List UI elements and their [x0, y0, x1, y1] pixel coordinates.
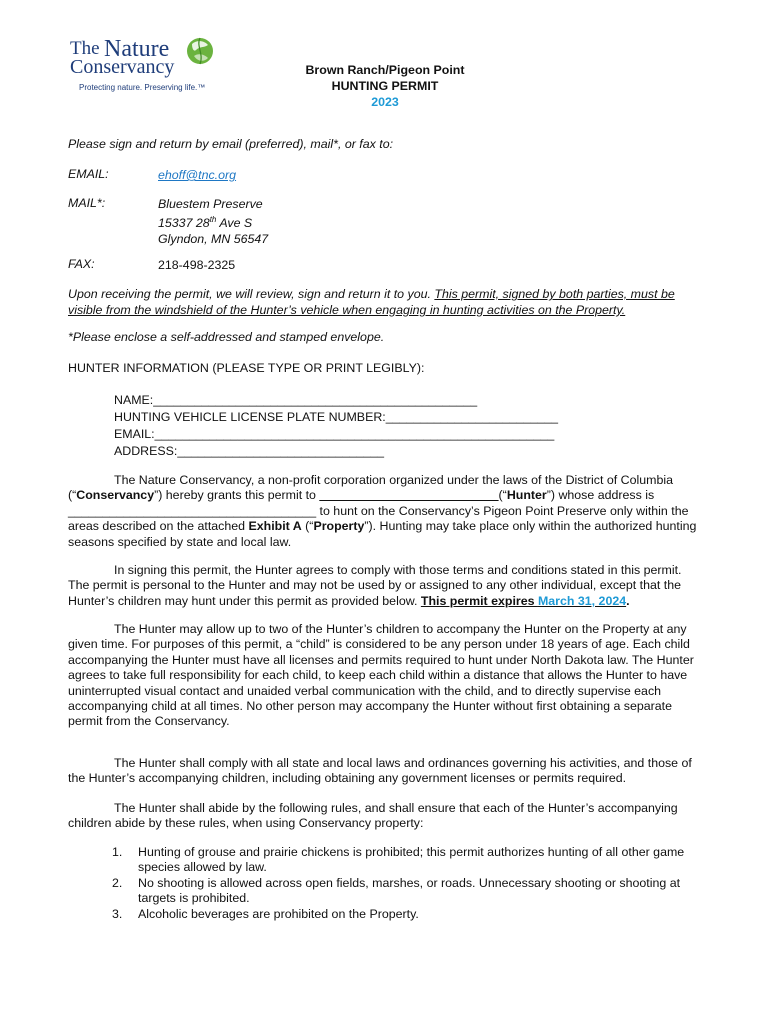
grant-text-j: ”). Hunting may take place only within the authorized hunting seasons specified by state and local law. [68, 519, 697, 549]
mail-street-number: 15337 28 [158, 216, 210, 231]
grant-text-d: (“ [498, 488, 507, 503]
grant-text-c: ”) hereby grants this permit to [154, 488, 320, 503]
permit-title [0, 62, 770, 110]
rule-text: Hunting of grouse and prairie chickens is prohibited; this permit authorizes hunting of all other game species allowed by law. [138, 845, 685, 875]
logo-text-nature: Nature [104, 36, 170, 62]
grant-text-f: ”) whose address is ____________________________________ to hunt on the Conservancy’s Pigeon Point Preserve only within the areas described on the attached [68, 488, 689, 534]
rule-number: 3. [112, 906, 123, 921]
expiry-period: . [626, 593, 630, 608]
rules-intro-text: The Hunter shall abide by the following rules, and shall ensure that each of the Hunter’s accompanying children abide by these rules, when using Conservancy property: [68, 801, 678, 831]
rules-intro-paragraph [68, 801, 700, 832]
title-location: Brown Ranch/Pigeon Point [305, 63, 465, 77]
grant-bold-property: Property [313, 519, 365, 534]
hunter-info-heading: HUNTER INFORMATION (PLEASE TYPE OR PRINT LEGIBLY): [68, 361, 425, 375]
children-text: The Hunter may allow up to two of the Hunter’s children to accompany the Hunter on the Property at any given time. For purposes of this permit, a “child” is considered to be any person under 18 years of age. Each child accompanying the Hunter must have all licenses and permits required to hunt under North Dakota law. The Hunter agrees to take full responsibility for each child, to keep each child within a distance that allows the Hunter to have uninterrupted visual contact and unaided verbal communication with the child, and to directly supervise each accompanying child at all times. No other person may accompany the Hunter without first obtaining a separate permit from the Conservancy. [68, 622, 694, 729]
list-item [112, 845, 702, 876]
rule-text: Alcoholic beverages are prohibited on the Property. [138, 906, 419, 921]
terms-text: In signing this permit, the Hunter agrees to comply with those terms and conditions stated in this permit. The permit is personal to the Hunter and may not be used by or assigned to any other individual, except that the Hunter’s children may hunt under this permit as provided below. [68, 563, 682, 608]
intro-text: Please sign and return by email (preferred), mail*, or fax to: [68, 137, 394, 151]
rules-list [112, 845, 702, 922]
grant-text-h: (“ [301, 519, 314, 534]
fax-number: 218-498-2325 [158, 258, 236, 272]
mail-line-2 [158, 212, 268, 231]
license-plate-field[interactable]: HUNTING VEHICLE LICENSE PLATE NUMBER:_________________________ [114, 410, 559, 424]
title-permit: HUNTING PERMIT [331, 79, 439, 93]
mail-line-3: Glyndon, MN 56547 [158, 232, 269, 247]
grant-text-a: The Nature Conservancy, a non-profit corporation organized under the laws of the District of Columbia (“ [68, 473, 674, 503]
rule-number: 1. [112, 845, 123, 859]
email-label: EMAIL: [68, 167, 109, 181]
expiry-date: March 31, 2024 [537, 593, 627, 608]
hunter-email-field[interactable]: EMAIL:__________________________________________________________ [114, 427, 555, 441]
list-item [112, 907, 702, 922]
logo-text-conservancy: Conservancy [70, 56, 175, 78]
laws-paragraph [68, 756, 700, 787]
name-field[interactable]: NAME:_______________________________________________ [114, 393, 478, 407]
return-notice [68, 286, 698, 318]
fax-label: FAX: [68, 257, 95, 271]
address-field[interactable]: ADDRESS:______________________________ [114, 444, 385, 458]
notice-underlined: This permit, signed by both parties, must be visible from the windshield of the Hunter’s vehicle when engaging in hunting activities on the Property. [68, 287, 675, 317]
rule-text: No shooting is allowed across open fields, marshes, or roads. Unnecessary shooting or shooting at targets is prohibited. [138, 875, 681, 906]
logo-tagline: Protecting nature. Preserving life.™ [79, 83, 206, 92]
rule-number: 2. [112, 875, 123, 890]
mail-line-1: Bluestem Preserve [158, 197, 263, 211]
mail-address [158, 196, 268, 247]
mail-street-name: Ave S [216, 216, 253, 231]
logo-text-the: The [70, 38, 100, 59]
hunter-info-fields [114, 392, 558, 460]
children-paragraph [68, 622, 700, 730]
notice-plain: Upon receiving the permit, we will review, sign and return it to you. [68, 287, 435, 301]
envelope-note: *Please enclose a self-addressed and stamped envelope. [68, 330, 385, 344]
mail-street-suffix: th [209, 215, 217, 224]
mail-label: MAIL*: [68, 196, 106, 210]
grant-paragraph [68, 473, 700, 550]
hunter-name-blank[interactable]: __________________________ [319, 488, 499, 503]
laws-text: The Hunter shall comply with all state and local laws and ordinances governing his activities, and those of the Hunter’s accompanying children, including obtaining any government licenses or permits required. [68, 756, 692, 786]
title-year: 2023 [371, 95, 399, 109]
terms-paragraph [68, 563, 700, 609]
email-link[interactable]: ehoff@tnc.org [158, 168, 237, 182]
list-item [112, 876, 702, 907]
grant-bold-exhibit: Exhibit A [248, 519, 302, 534]
grant-bold-hunter: Hunter [506, 488, 547, 503]
expiry-label: This permit expires [420, 593, 538, 608]
grant-bold-conservancy: Conservancy [76, 488, 155, 503]
